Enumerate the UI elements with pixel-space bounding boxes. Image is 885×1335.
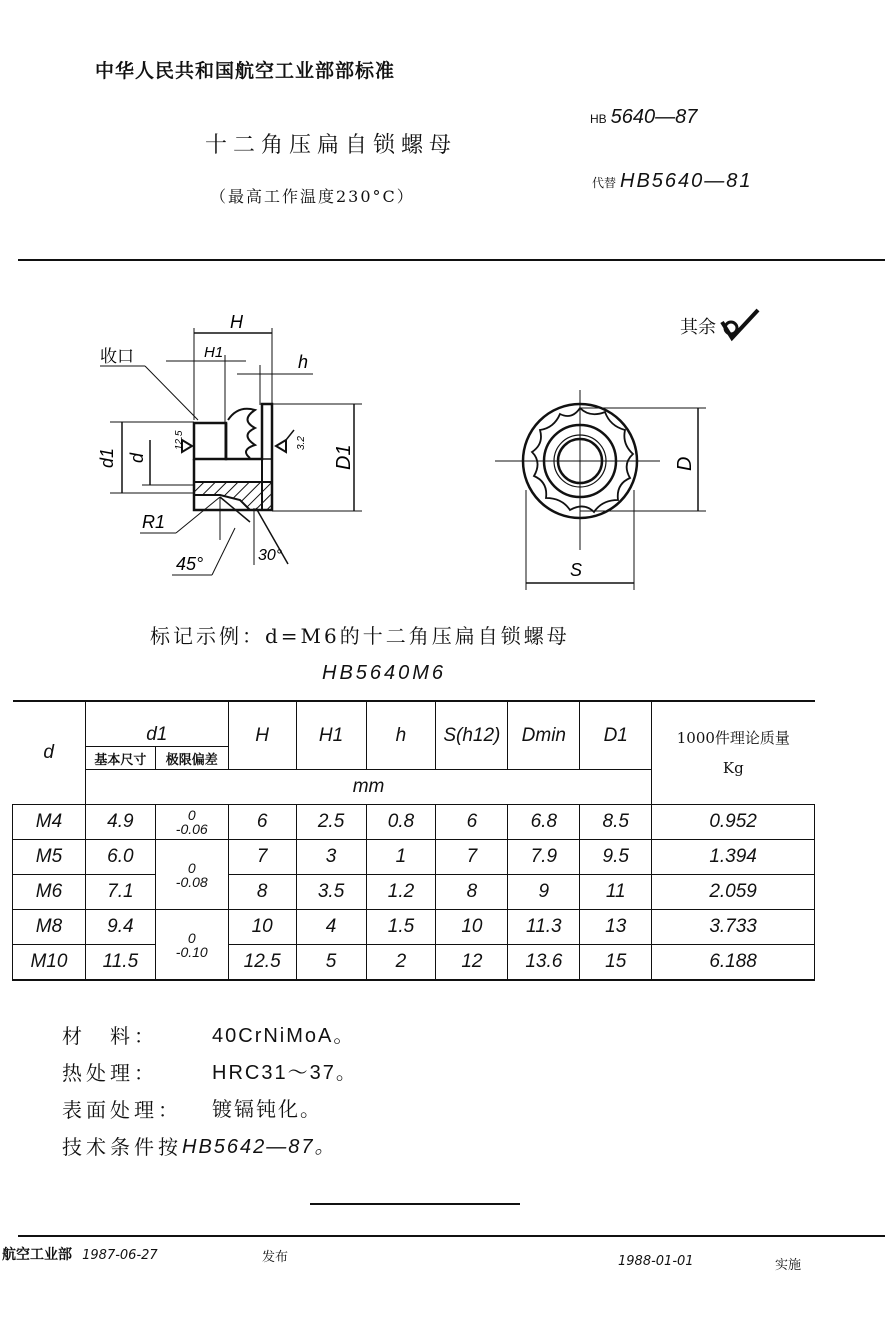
effective-date: 1988-01-01: [618, 1254, 694, 1269]
replaces-standard: [592, 170, 753, 193]
cell-Dmin: 6.8: [508, 805, 580, 840]
footer-divider: [18, 1235, 885, 1237]
cell-deviation: [155, 840, 228, 910]
cell-S: 7: [436, 840, 508, 875]
cell-d: M5: [13, 840, 86, 875]
header-D1: D1: [580, 701, 652, 770]
note-label: 表面处理：: [62, 1098, 182, 1122]
cell-h: 1: [366, 840, 436, 875]
standard-number-value: 5640—87: [610, 106, 698, 128]
note-label: 热处理：: [62, 1061, 158, 1085]
cell-deviation: [155, 805, 228, 840]
cell-D1: 15: [580, 945, 652, 981]
cell-h: 1.5: [366, 910, 436, 945]
crimp-label: 收口: [100, 347, 134, 366]
marking-example: 标记示例：d=M6的十二角压扁自锁螺母: [150, 624, 570, 648]
effective-label: 实施: [775, 1258, 802, 1273]
header-d1: d1: [85, 701, 228, 747]
header-Dmin: Dmin: [508, 701, 580, 770]
deviation-upper: 0: [187, 807, 196, 823]
dim-D1-label: D1: [333, 444, 355, 470]
replaces-prefix: 代替: [592, 176, 617, 190]
cell-h: 1.2: [366, 875, 436, 910]
table-row: [13, 945, 815, 981]
deviation-lower: -0.06: [175, 821, 208, 837]
note-technical-conditions: [62, 1129, 358, 1166]
header-h: h: [366, 701, 436, 770]
angle-30-label: 30°: [258, 547, 283, 564]
table-row: [13, 910, 815, 945]
end-rule: [310, 1203, 520, 1205]
roughness-note: [680, 308, 760, 344]
cell-d1: 6.0: [85, 840, 155, 875]
note-value: 镀镉钝化。: [212, 1099, 322, 1121]
cell-H: 8: [228, 875, 296, 910]
cell-H1: 3.5: [296, 875, 366, 910]
header-mass-unit: Kg: [722, 759, 744, 777]
dim-D-label: D: [674, 456, 696, 471]
cell-H1: 5: [296, 945, 366, 981]
header-unit: mm: [85, 770, 651, 805]
cell-H1: 3: [296, 840, 366, 875]
note-label: 材 料：: [62, 1024, 158, 1048]
cell-h: 0.8: [366, 805, 436, 840]
cell-Dmin: 11.3: [508, 910, 580, 945]
header-d: d: [13, 701, 86, 805]
side-view-drawing: [80, 300, 380, 590]
cell-S: 6: [436, 805, 508, 840]
document-title: 十二角压扁自锁螺母: [205, 133, 458, 158]
replaces-number: HB5640—81: [620, 170, 753, 192]
cell-H: 7: [228, 840, 296, 875]
note-value: HRC31～37。: [212, 1062, 358, 1084]
front-view-drawing: [490, 390, 720, 600]
dim-S-label: S: [570, 560, 583, 580]
cell-Dmin: 9: [508, 875, 580, 910]
cell-D1: 11: [580, 875, 652, 910]
angle-45-label: 45°: [176, 554, 204, 574]
deviation-lower: -0.10: [175, 943, 208, 960]
dim-H-label: H: [230, 312, 243, 332]
issue-date: 1987-06-27: [82, 1248, 158, 1263]
header-mass: [652, 701, 815, 805]
cell-D1: 9.5: [580, 840, 652, 875]
cell-d: M10: [13, 945, 86, 981]
cell-d1: 7.1: [85, 875, 155, 910]
header-d1-deviation: 极限偏差: [155, 747, 228, 770]
cell-S: 10: [436, 910, 508, 945]
note-material: [62, 1018, 358, 1055]
footer-issue: [2, 1244, 158, 1264]
marking-example-code: HB5640M6: [322, 662, 447, 684]
deviation-upper: 0: [187, 859, 196, 876]
surface-roughness-icon: [720, 308, 760, 344]
standard-prefix: HB: [590, 112, 607, 126]
standard-number: [590, 106, 697, 129]
issuer: 航空工业部: [2, 1247, 72, 1263]
header-mass-label: 1000件理论质量: [676, 729, 790, 747]
header-divider: [18, 259, 885, 261]
dimensions-table: [12, 700, 815, 981]
table-row: [13, 875, 815, 910]
dim-H1-label: H1: [204, 344, 224, 361]
cell-d: M6: [13, 875, 86, 910]
cell-D1: 13: [580, 910, 652, 945]
dim-d-label: d: [127, 452, 147, 463]
roughness-12-5: 12.5: [174, 430, 185, 450]
cell-d1: 11.5: [85, 945, 155, 981]
issuing-organization: 中华人民共和国航空工业部部标准: [95, 60, 396, 82]
radius-R1-label: R1: [142, 512, 166, 532]
dim-h-label: h: [298, 352, 309, 372]
header-H1: H1: [296, 701, 366, 770]
cell-H: 10: [228, 910, 296, 945]
cell-H: 12.5: [228, 945, 296, 981]
cell-d1: 4.9: [85, 805, 155, 840]
issue-label: 发布: [262, 1250, 289, 1265]
cell-H: 6: [228, 805, 296, 840]
dim-d1-label: d1: [97, 447, 117, 468]
deviation-lower: -0.08: [175, 873, 208, 890]
technical-notes: [62, 1018, 358, 1166]
cell-mass: 6.188: [652, 945, 815, 981]
cell-mass: 3.733: [652, 910, 815, 945]
cell-mass: 1.394: [652, 840, 815, 875]
deviation-upper: 0: [187, 929, 196, 946]
cell-Dmin: 7.9: [508, 840, 580, 875]
header-d1-basic: 基本尺寸: [85, 747, 155, 770]
cell-D1: 8.5: [580, 805, 652, 840]
cell-d1: 9.4: [85, 910, 155, 945]
cell-mass: 2.059: [652, 875, 815, 910]
header-H: H: [228, 701, 296, 770]
note-label: 技术条件按: [62, 1135, 182, 1159]
note-heat-treatment: [62, 1055, 358, 1092]
roughness-3-2: 3.2: [296, 436, 307, 450]
cell-mass: 0.952: [652, 805, 815, 840]
cell-deviation: [155, 910, 228, 981]
cell-Dmin: 13.6: [508, 945, 580, 981]
note-value: 40CrNiMoA。: [212, 1025, 356, 1047]
cell-d: M4: [13, 805, 86, 840]
note-value: HB5642—87。: [182, 1136, 337, 1158]
cell-S: 8: [436, 875, 508, 910]
cell-h: 2: [366, 945, 436, 981]
note-surface-treatment: [62, 1092, 358, 1129]
roughness-note-label: 其余: [680, 317, 716, 338]
table-row: [13, 840, 815, 875]
cell-H1: 2.5: [296, 805, 366, 840]
header-S: S(h12): [436, 701, 508, 770]
cell-H1: 4: [296, 910, 366, 945]
cell-S: 12: [436, 945, 508, 981]
document-subtitle: （最高工作温度230°C）: [210, 187, 415, 206]
table-row: [13, 805, 815, 840]
cell-d: M8: [13, 910, 86, 945]
